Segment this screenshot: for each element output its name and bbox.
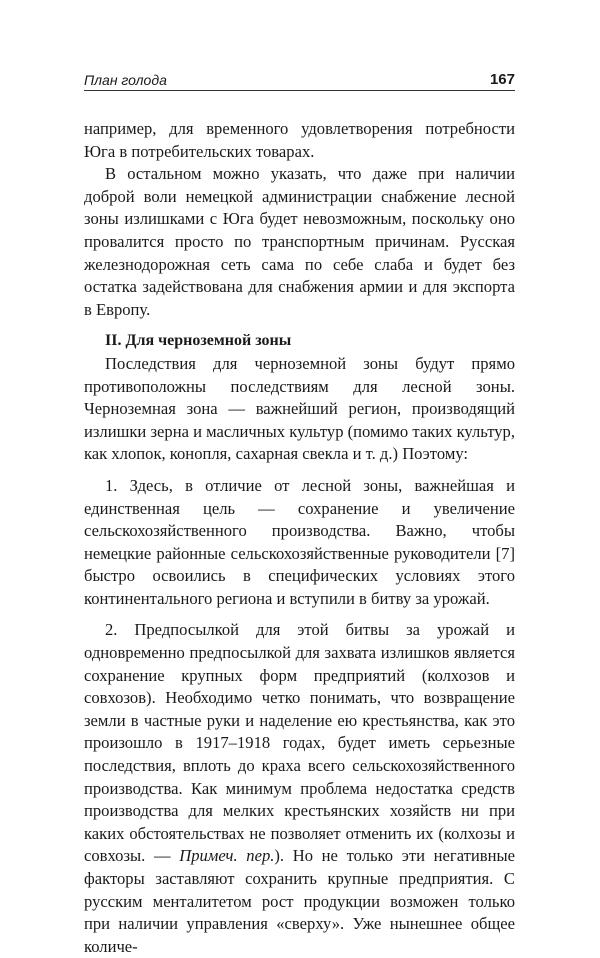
page-number: 167 bbox=[489, 71, 515, 88]
translator-note: Примеч. пер. bbox=[179, 846, 275, 866]
paragraph: Последствия для черноземной зоны будут прямо противоположны последствиям для лесной зоны. Черноземная зона — важнейший регион, производящий излишки зерна и масличных культур (помимо таких культур, как хлопок, конопля, сахарная свекла и т. д.) Поэтому: bbox=[84, 353, 515, 464]
page-body bbox=[84, 118, 515, 958]
list-item-1: 1. Здесь, в отличие от лесной зоны, важнейшая и единственная цель — сохранение и увеличение сельскохозяйственного производства. Важно, чтобы немецкие районные сельскохозяйственные руководители [7] быстро освоились в специфических условиях этого континентального региона и вступили в битву за урожай. bbox=[84, 475, 515, 608]
paragraph: В остальном можно указать, что даже при наличии доброй воли немецкой администрации снабжение лесной зоны излишками с Юга будет невозможным, поскольку оно провалится просто по транспортным причинам. Русская железнодорожная сеть сама по себе слаба и будет без остатка задействована для снабжения армии и для экспорта в Европу. bbox=[84, 164, 515, 319]
list-item-2-text: 2. Предпосылкой для этой битвы за урожай и одновременно предпосылкой для захвата излишков является сохранение крупных форм предприятий (колхозов и совхозов). Необходимо четко понимать, что возвращение земли в частные руки и наделение ею крестьянства, как это произошло в 1917–1918 годах, будет иметь серьезные последствия, вплоть до краха всего сельскохозяйственного производства. Как минимум проблема недостатка средств производства для мелких крестьянских хозяйств ни при каких обстоятельствах не позволяет отменить их (колхозы и совхозы. — bbox=[84, 620, 515, 866]
list-item-2-text-continued: ). Но не только эти негативные факторы заставляют сохранить крупные предприятия. С русским менталитетом рост продукции возможен только при наличии управления «сверху». Уже нынешнее общее количе- bbox=[84, 846, 515, 956]
running-header bbox=[84, 72, 515, 91]
list-item-2 bbox=[84, 619, 515, 958]
section-heading: II. Для черноземной зоны bbox=[105, 332, 292, 350]
paragraph-continuation: например, для временного удовлетворения потребности Юга в потребительских товарах. bbox=[84, 119, 515, 161]
running-title: План голода bbox=[84, 72, 167, 88]
